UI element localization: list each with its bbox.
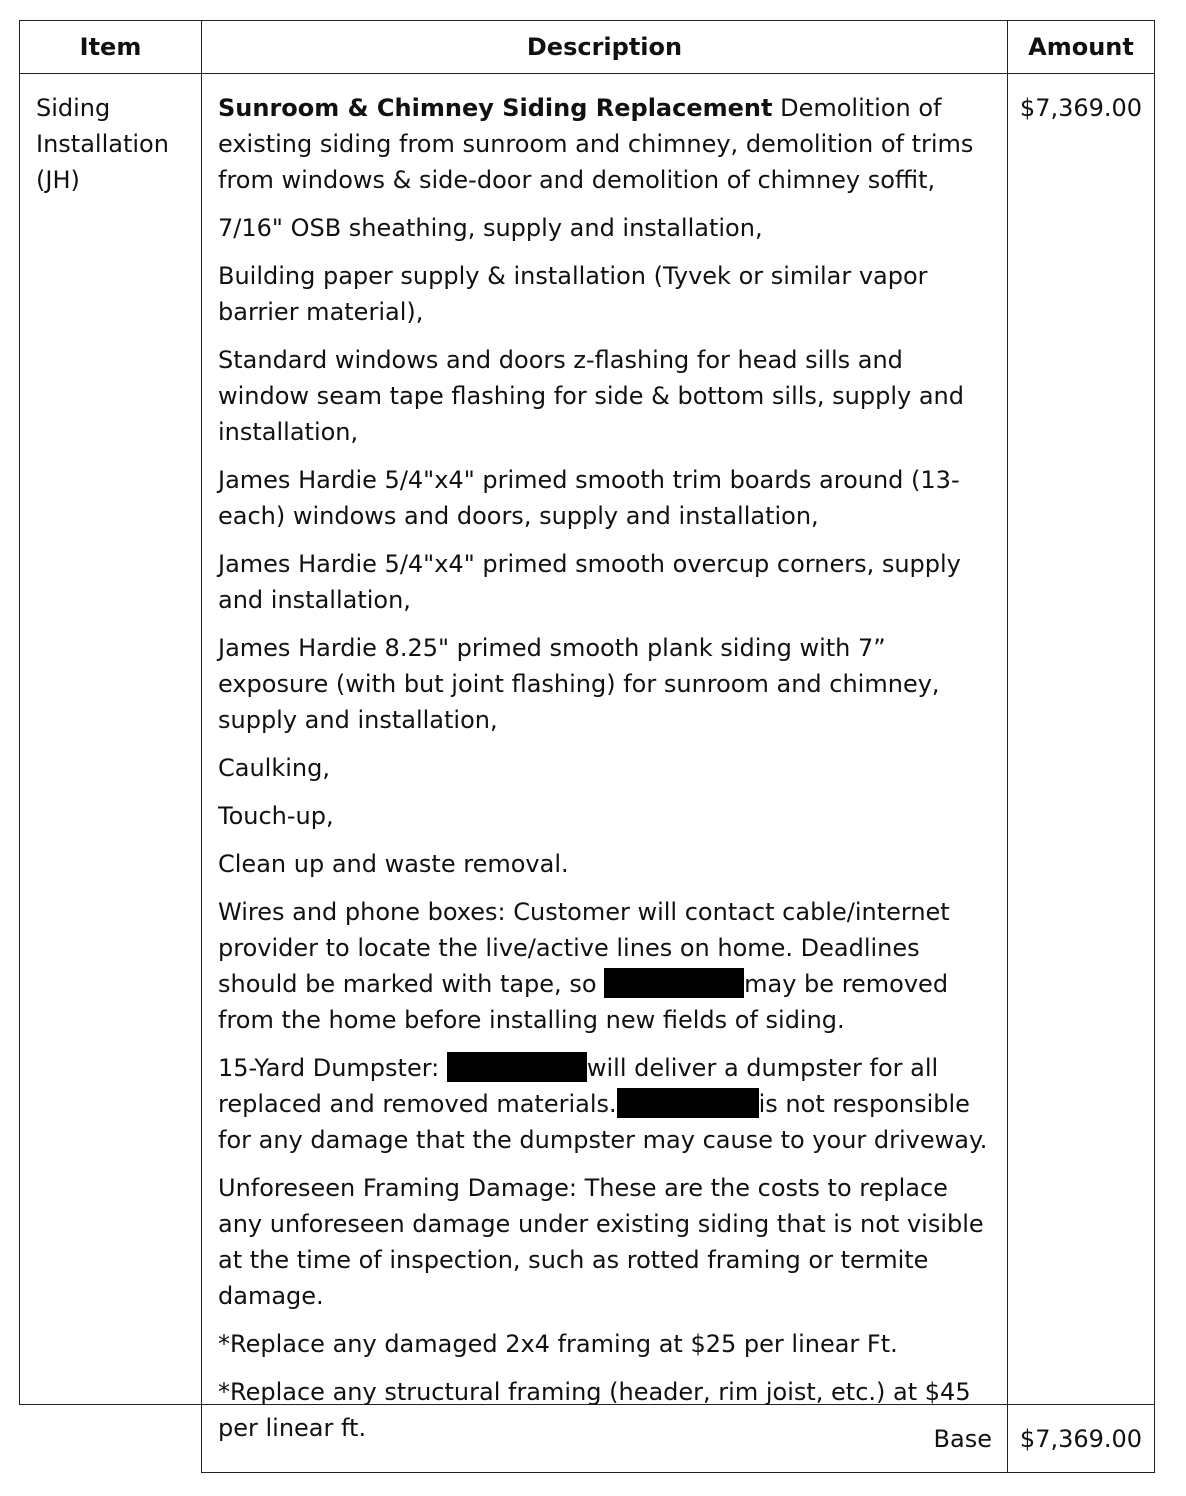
header-description: Description — [526, 32, 683, 61]
line-caulking: Caulking, — [218, 754, 330, 782]
line-touch-up: Touch-up, — [218, 802, 334, 830]
table-right-border — [1154, 20, 1155, 1473]
item-description-divider — [201, 20, 202, 1473]
framing-structural-line: *Replace any structural framing (header, rim joist, etc.) at $45 per linear ft. — [218, 1378, 971, 1442]
dumpster-text-a: 15-Yard Dumpster: — [218, 1054, 447, 1082]
dumpster-paragraph — [218, 1050, 994, 1158]
line-clean-up: Clean up and waste removal. — [218, 850, 569, 878]
base-amount: $7,369.00 — [1019, 1425, 1143, 1453]
description-title: Sunroom & Chimney Siding Replacement — [218, 94, 773, 122]
description-intro-text: Demolition of existing siding from sunroom and chimney, demolition of trims from windows & side-door and demolition of chimney soffit, — [218, 94, 974, 194]
dumpster-text-b: will deliver a dumpster for all replaced and removed materials. — [218, 1054, 939, 1118]
wires-paragraph — [218, 894, 994, 1038]
header-bottom-border — [19, 73, 1155, 74]
base-label: Base — [933, 1425, 992, 1453]
line-flashing: Standard windows and doors z-flashing for head sills and window seam tape flashing for side & bottom sills, supply and installation, — [218, 346, 965, 446]
item-name: Siding Installation (JH) — [36, 94, 169, 194]
wires-text-b: may be removed from the home before installing new fields of siding. — [218, 970, 949, 1034]
redaction-box — [447, 1052, 587, 1082]
line-building-paper: Building paper supply & installation (Tyvek or similar vapor barrier material), — [218, 262, 928, 326]
dumpster-text-c: is not responsible for any damage that the dumpster may cause to your driveway. — [218, 1090, 988, 1154]
redaction-box — [617, 1088, 759, 1118]
description-amount-divider — [1007, 20, 1008, 1473]
table-left-border — [19, 20, 20, 1405]
line-overcup-corners: James Hardie 5/4"x4" primed smooth overcup corners, supply and installation, — [218, 550, 961, 614]
description-intro — [218, 90, 994, 198]
unforeseen-paragraph: Unforeseen Framing Damage: These are the costs to replace any unforeseen damage under existing siding that is not visible at the time of inspection, such as rotted framing or termite damage. — [218, 1174, 984, 1310]
header-amount: Amount — [1028, 32, 1134, 61]
wires-text-a: Wires and phone boxes: Customer will contact cable/internet provider to locate the live/active lines on home. Deadlines should be marked with tape, so — [218, 898, 950, 998]
framing-2x4-line: *Replace any damaged 2x4 framing at $25 per linear Ft. — [218, 1330, 898, 1358]
header-item: Item — [79, 32, 142, 61]
description-cell — [218, 90, 994, 1458]
row-amount: $7,369.00 — [1019, 94, 1143, 122]
line-trim-boards: James Hardie 5/4"x4" primed smooth trim boards around (13-each) windows and doors, supply and installation, — [218, 466, 960, 530]
redaction-box — [604, 968, 744, 998]
line-plank-siding: James Hardie 8.25" primed smooth plank siding with 7” exposure (with but joint flashing) for sunroom and chimney, supply and installation, — [218, 634, 940, 734]
line-osb: 7/16" OSB sheathing, supply and installation, — [218, 214, 763, 242]
footer-bottom-border — [201, 1472, 1155, 1473]
